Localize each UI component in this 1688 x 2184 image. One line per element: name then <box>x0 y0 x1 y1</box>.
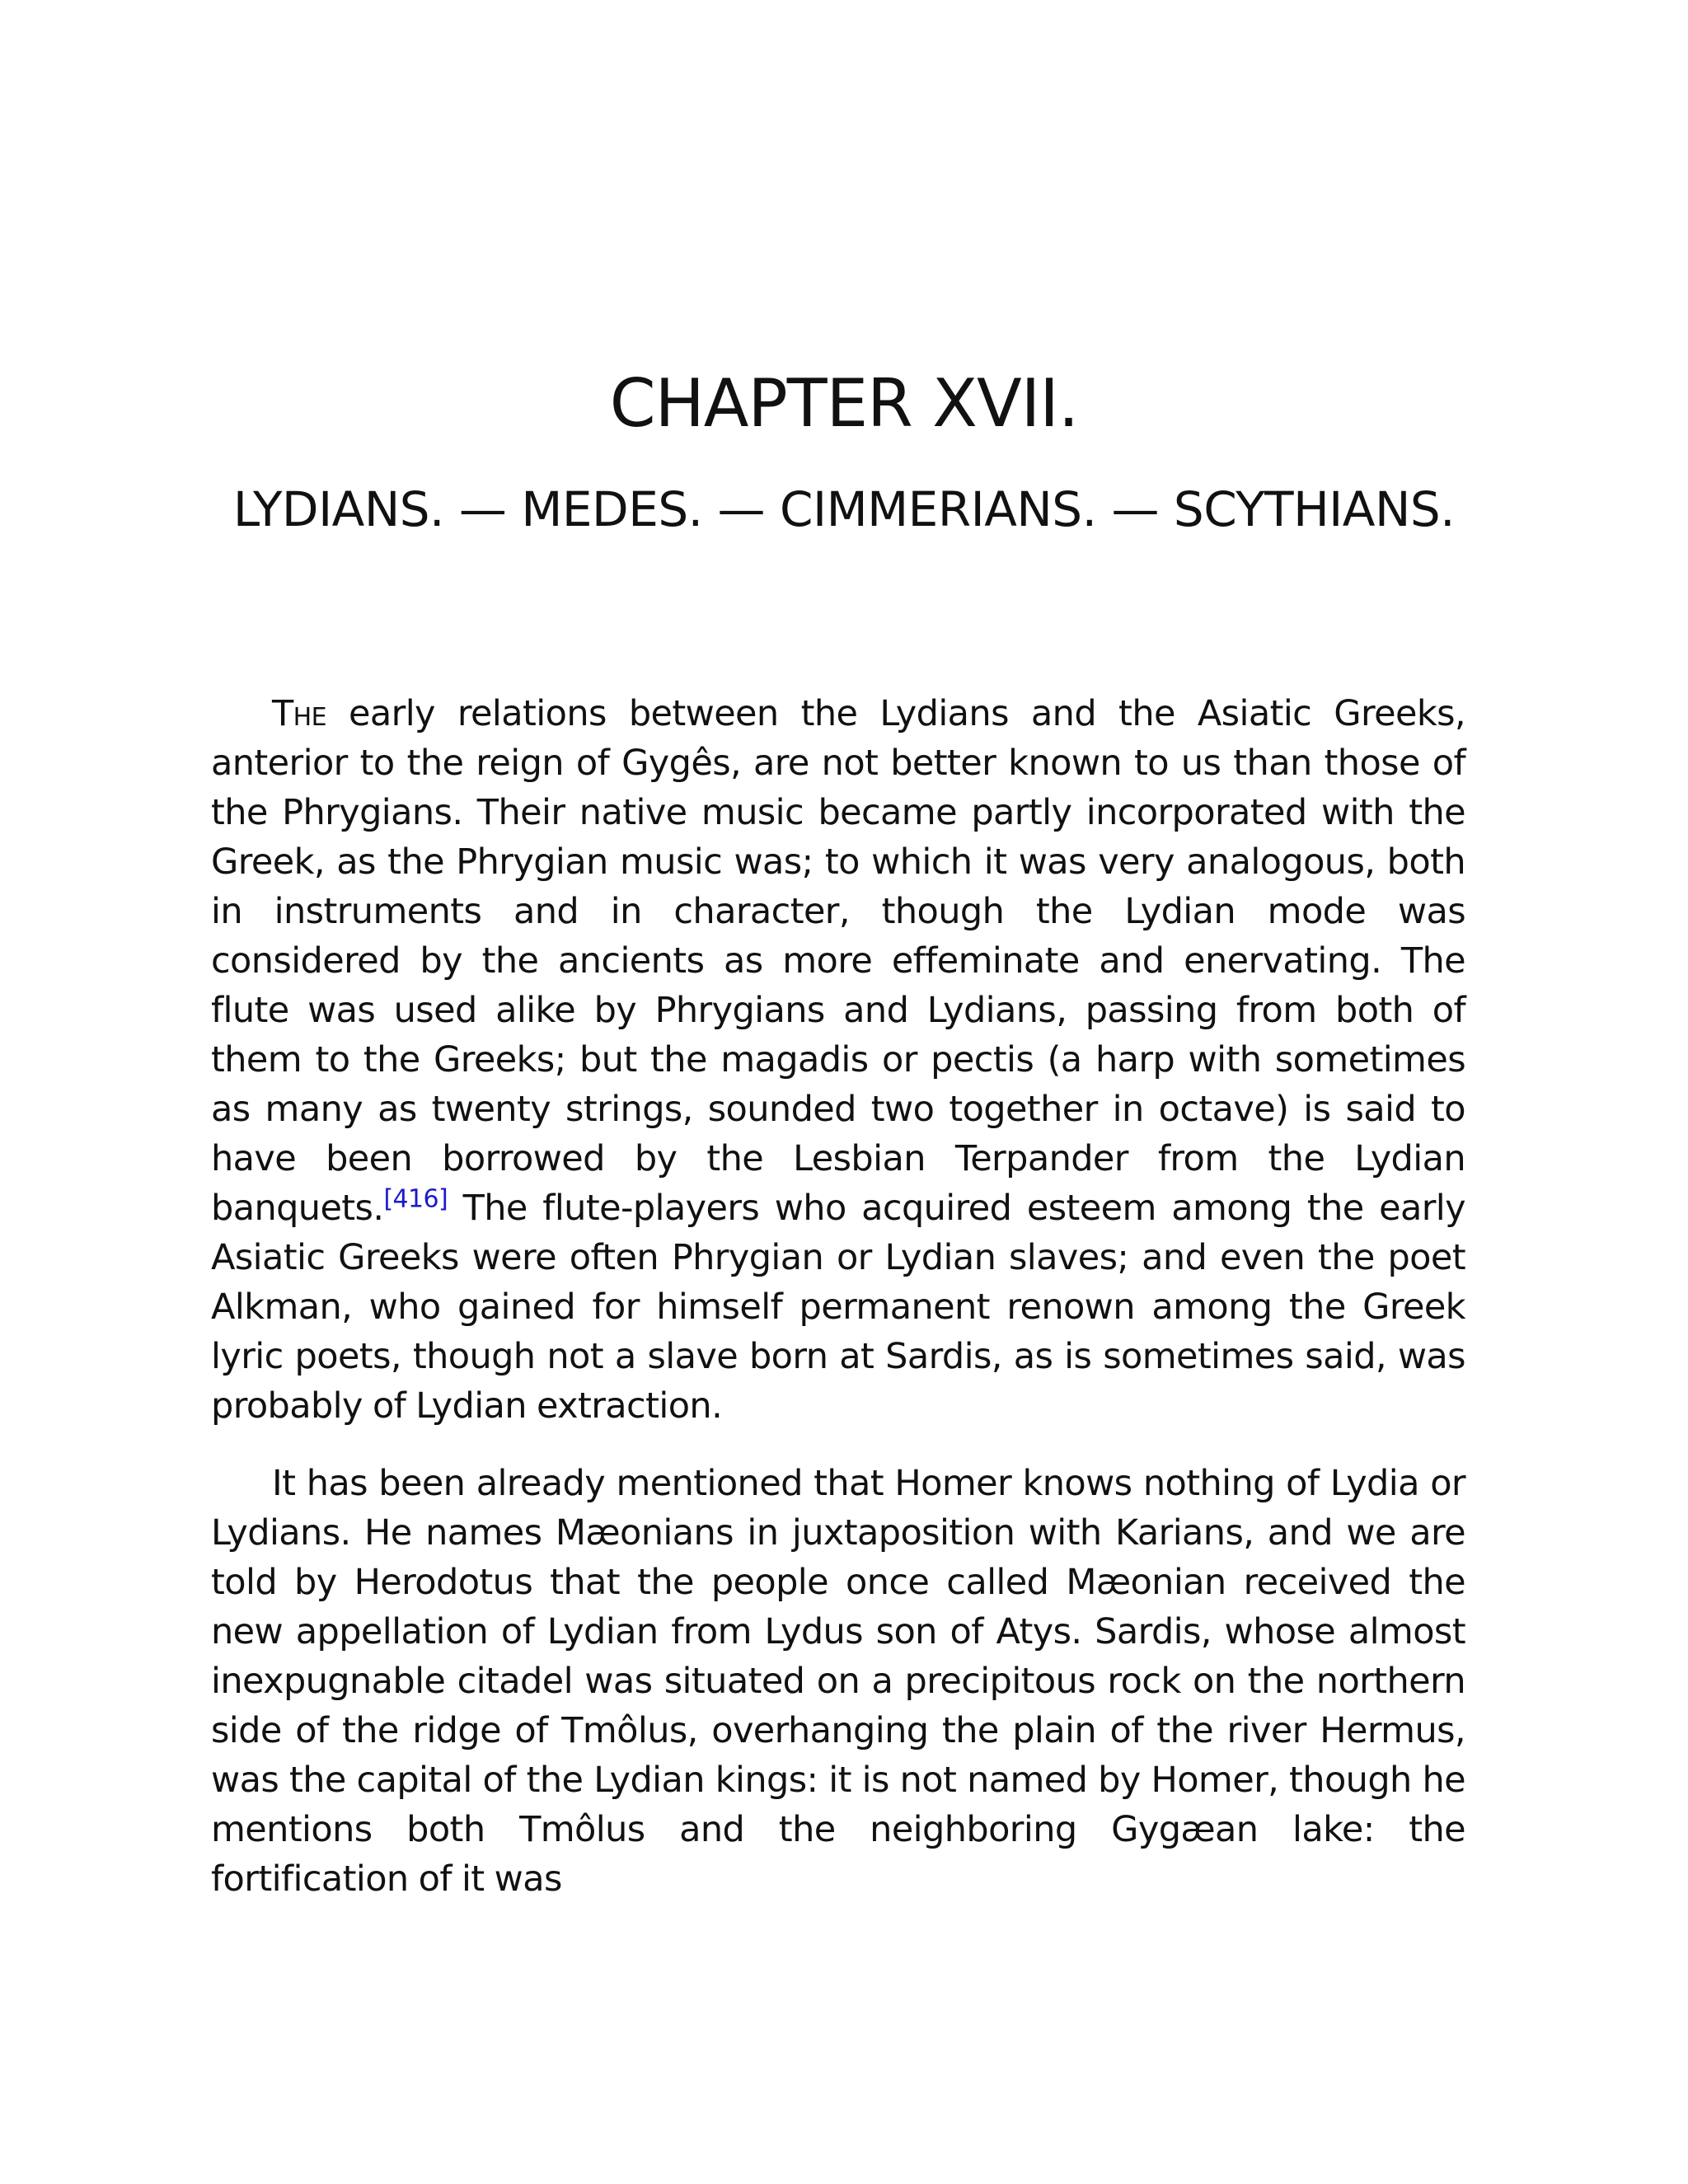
chapter-title: CHAPTER XVII. <box>609 365 1079 442</box>
footnote-link-416[interactable]: [416] <box>383 1184 448 1214</box>
paragraph-2: It has been already mentioned that Homer knows nothing of Lydia or Lydians. He names Mæonians in juxtaposition with Karians, and we are told by Herodotus that the people once called Mæonian received the new appellation of Lydian from Lydus son of Atys. Sardis, whose almost inexpugnable citadel was situated on a precipitous rock on the northern side of the ridge of Tmôlus, overhanging the plain of the river Hermus, was the capital of the Lydian kings: it is not named by Homer, though he mentions both Tmôlus and the neighboring Gygæan lake: the fortification of it was <box>211 1463 1465 1900</box>
paragraph-1 <box>211 689 1465 1431</box>
chapter-body <box>211 689 1465 1932</box>
paragraph-1-text-a: early relations between the Lydians and the Asiatic Greeks, anterior to the reign of Gygês, are not better known to us than those of the Phrygians. Their native music became partly incorporated with the Greek, as the Phrygian music was; to which it was very analogous, both in instruments and in character, though the Lydian mode was considered by the ancients as more effeminate and enervating. The flute was used alike by Phrygians and Lydians, passing from both of them to the Greeks; but the magadis or pectis (a harp with sometimes as many as twenty strings, sounded two together in octave) is said to have been borrowed by the Lesbian Terpander from the Lydian banquets. <box>211 693 1465 1229</box>
chapter-subtitle: LYDIANS. — MEDES. — CIMMERIANS. — SCYTHIANS. <box>232 481 1456 537</box>
dropcap-word: The <box>272 693 326 734</box>
paragraph-1-text-b: The flute-players who acquired esteem among the early Asiatic Greeks were often Phrygian or Lydian slaves; and even the poet Alkman, who gained for himself permanent renown among the Greek lyric poets, though not a slave born at Sardis, as is sometimes said, was probably of Lydian extraction. <box>211 1188 1465 1427</box>
